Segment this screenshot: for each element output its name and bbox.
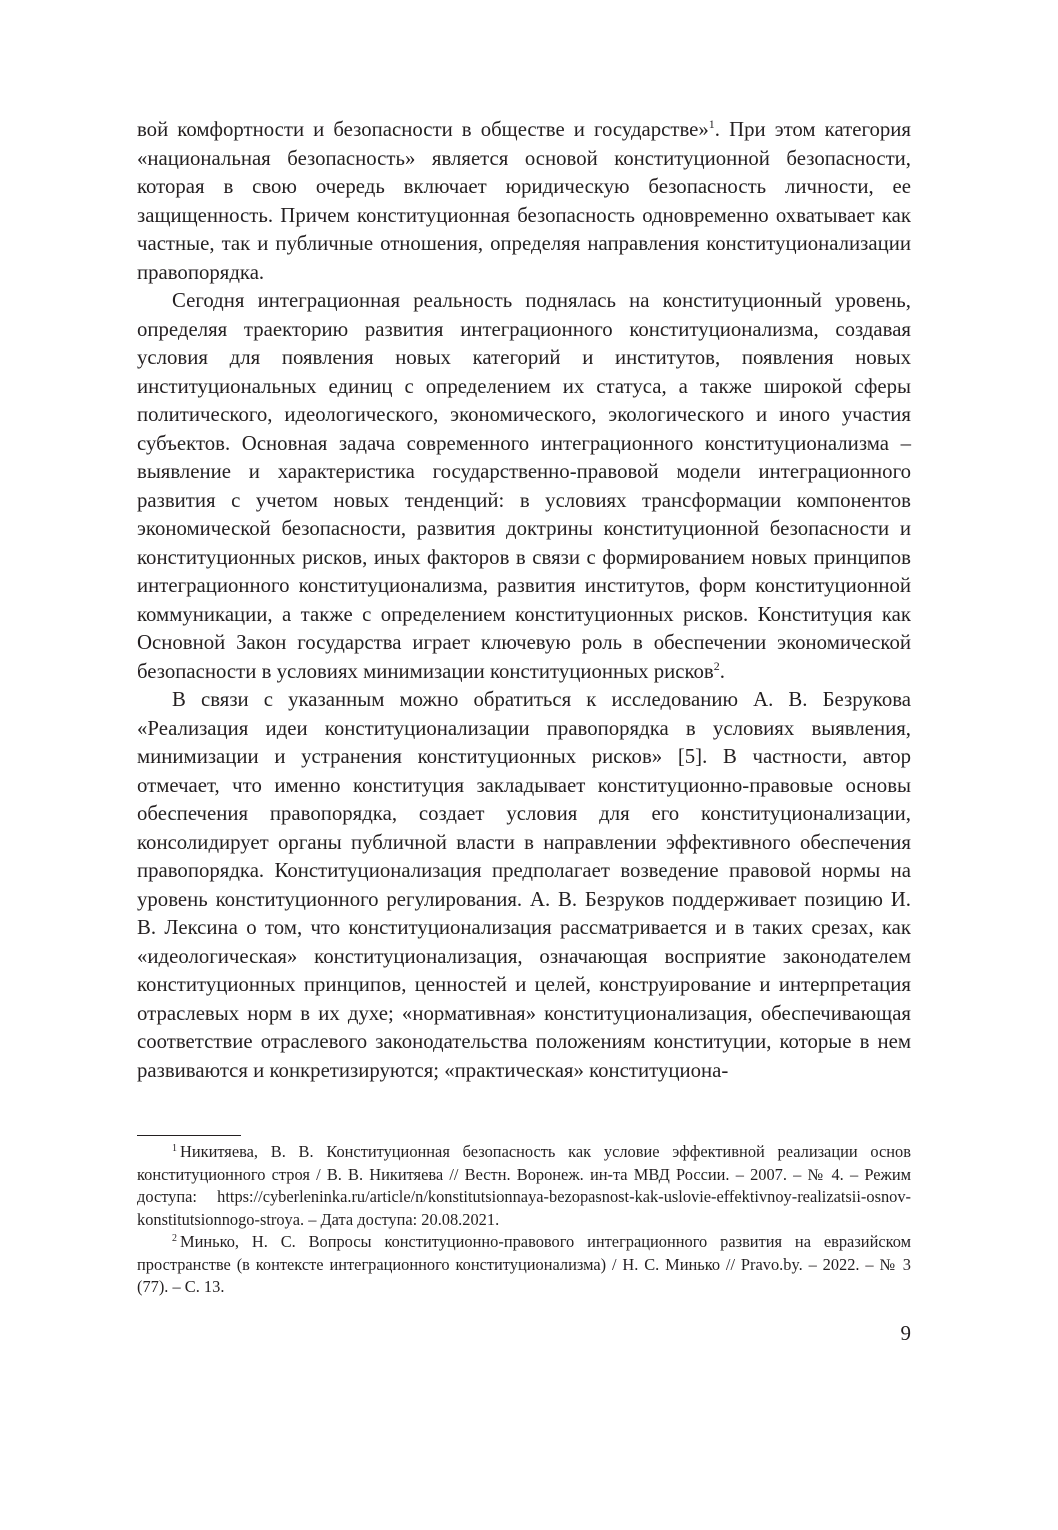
footnote-ref-2[interactable]: 2: [713, 658, 720, 673]
footnote-2-text: Минько, Н. С. Вопросы конституционно-правового интеграционного развития на евразийском пространстве (в контексте интеграционного конституционализма) / Н. С. Минько // Pravo.by. – 2022. – № 3 (77). – С. 13.: [137, 1232, 911, 1296]
main-text: [137, 116, 911, 1085]
footnote-1-mark: 1: [172, 1142, 177, 1154]
footnote-2: [137, 1231, 911, 1299]
footnote-2-mark: 2: [172, 1232, 177, 1244]
footnote-1-text: Никитяева, В. В. Конституционная безопасность как условие эффективной реализации основ конституционного строя / В. В. Никитяева // Вестн. Воронеж. ин-та МВД России. – 2007. – № 4. – Режим доступа: https://cyberleninka.ru/article/n/konstitutsionnaya-bezopasnost-kak-uslovie-effektivnoy-realizatsii-osnov-konstitutsionnogo-stroya. – Дата доступа: 20.08.2021.: [137, 1142, 911, 1229]
footnote-1: [137, 1141, 911, 1231]
page-number: 9: [900, 1321, 911, 1345]
footnote-ref-1[interactable]: 1: [708, 117, 715, 132]
paragraph-2: Сегодня интеграционная реальность поднялась на конституционный уровень, определяя траекторию развития интеграционного конституционализма, создавая условия для появления новых категорий и институтов, появления новых институциональных единиц с определением их статуса, а также широкой сферы политического, идеологического, экономического, экологического и иного участия субъектов. Основная задача современного интеграционного конституционализма – выявление и характеристика государственно-правовой модели интеграционного развития с учетом новых тенденций: в условиях трансформации компонентов экономической безопасности, развития доктрины конституционной безопасности и конституционных рисков, иных факторов в связи с формированием новых принципов интеграционного конституционализма, развития институтов, форм конституционной коммуникации, а также с определением конституционных рисков. Конституция как Основной Закон государства играет ключевую роль в обеспечении экономической безопасности в условиях минимизации конституционных рисков$^2$.: [137, 289, 911, 683]
paragraph-1: вой комфортности и безопасности в обществе и государстве»$^1$. При этом категория «национальная безопасность» является основой конституционной безопасности, которая в свою очередь включает юридическую безопасность личности, ее защищенность. Причем конституционная безопасность одновременно охватывает как частные, так и публичные отношения, определяя направления конституционализации правопорядка.: [137, 117, 911, 284]
paragraph-3: В связи с указанным можно обратиться к исследованию А. В. Безрукова «Реализация идеи конституционализации правопорядка в условиях выявления, минимизации и устранения конституционных рисков» [5]. В частности, автор отмечает, что именно конституция закладывает конституционно-правовые основы обеспечения правопорядка, создает условия для его конституционализации, консолидирует органы публичной власти в направлении эффективного обеспечения правопорядка. Конституционализация предполагает возведение правовой нормы на уровень конституционного регулирования. А. В. Безруков поддерживает позицию И. В. Лексина о том, что конституционализация рассматривается и в таких срезах, как «идеологическая» конституционализация, означающая восприятие законодателем конституционных принципов, ценностей и целей, конструирование и интерпретация отраслевых норм в их духе; «нормативная» конституционализация, обеспечивающая соответствие отраслевого законодательства положениям конституции, которые в нем развиваются и конкретизируются; «практическая» конституциона-: [137, 688, 911, 1082]
footnote-separator: [137, 1135, 241, 1136]
footnotes: [137, 1141, 911, 1299]
